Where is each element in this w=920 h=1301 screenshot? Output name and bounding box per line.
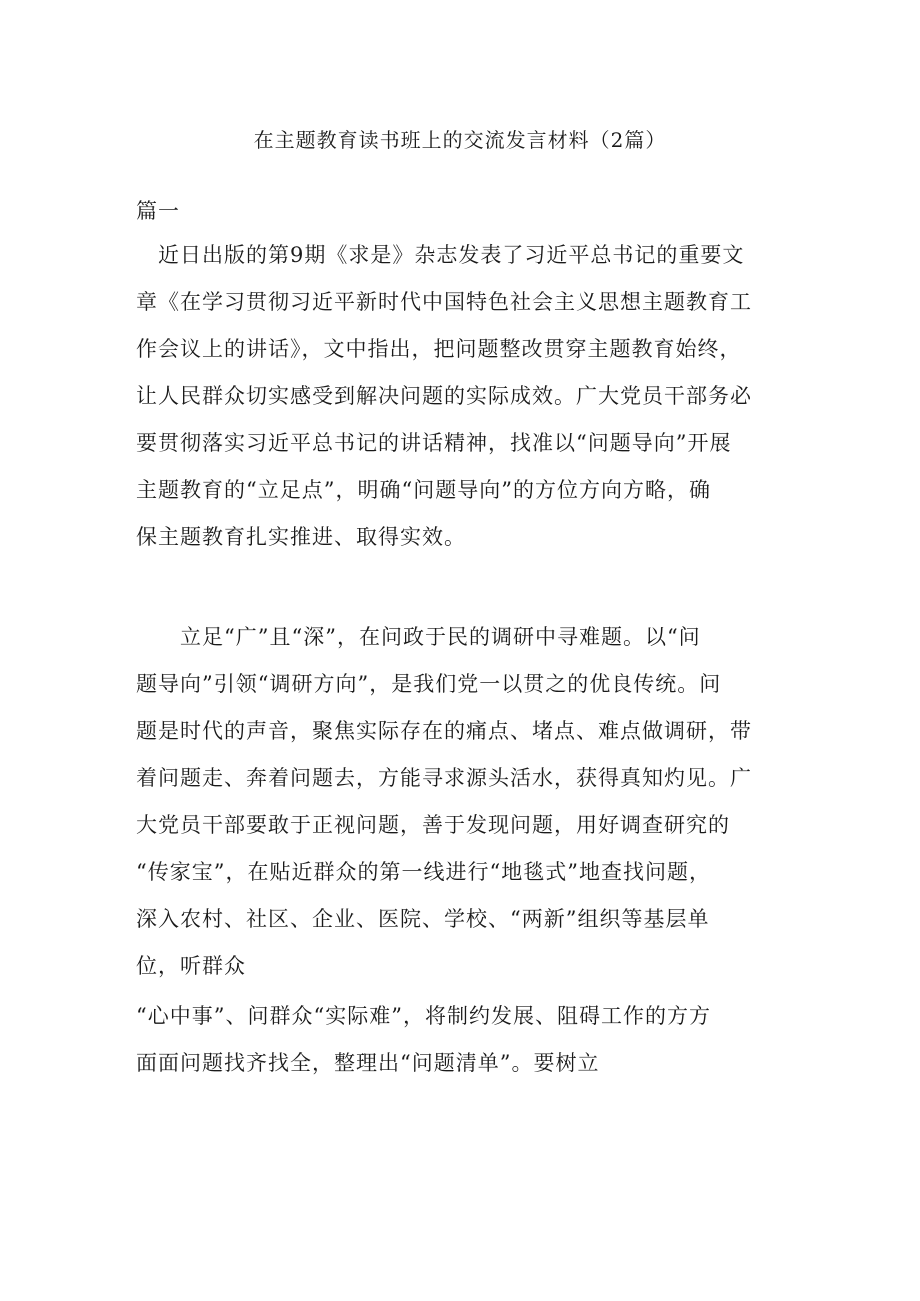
paragraph-line: 着问题走、奔着问题去，方能寻求源头活水，获得真知灼见。广 [136, 766, 752, 790]
paragraph-line: 题是时代的声音，聚焦实际存在的痛点、堵点、难点做调研，带 [136, 719, 752, 743]
paragraph-line: 让人民群众切实感受到解决问题的实际成效。广大党员干部务必 [136, 384, 752, 408]
paragraph-line: 深入农村、社区、企业、医院、学校、“两新”组织等基层单 [136, 907, 710, 931]
paragraph-line: 大党员干部要敢于正视问题，善于发现问题，用好调查研究的 [136, 813, 730, 837]
paragraph-line: 保主题教育扎实推进、取得实效。 [136, 525, 466, 549]
paragraph-line: 近日出版的第9期《求是》杂志发表了习近平总书记的重要文 [136, 243, 745, 267]
section-label: 篇一 [136, 199, 180, 223]
paragraph-line: “传家宝”，在贴近群众的第一线进行“地毯式”地查找问题， [136, 860, 711, 884]
paragraph-line: 章《在学习贯彻习近平新时代中国特色社会主义思想主题教育工 [136, 290, 752, 314]
paragraph-line: 作会议上的讲话》，文中指出，把问题整改贯穿主题教育始终， [136, 337, 742, 361]
paragraph-line: 主题教育的“立足点”，明确“问题导向”的方位方向方略，确 [136, 478, 711, 502]
paragraph-line: 位，听群众 [136, 954, 246, 978]
document-title: 在主题教育读书班上的交流发言材料（2篇） [253, 128, 667, 152]
paragraph-line: 要贯彻落实习近平总书记的讲话精神，找准以“问题导向”开展 [136, 431, 732, 455]
paragraph-line: 题导向”引领“调研方向”，是我们党一以贯之的优良传统。问 [136, 672, 722, 696]
paragraph-line: “心中事”、问群众“实际难”，将制约发展、阻碍工作的方方 [136, 1004, 711, 1028]
paragraph-line: 面面问题找齐找全，整理出“问题清单”。要树立 [136, 1051, 600, 1075]
paragraph-line: 立足“广”且“深”，在问政于民的调研中寻难题。以“问 [136, 625, 701, 649]
